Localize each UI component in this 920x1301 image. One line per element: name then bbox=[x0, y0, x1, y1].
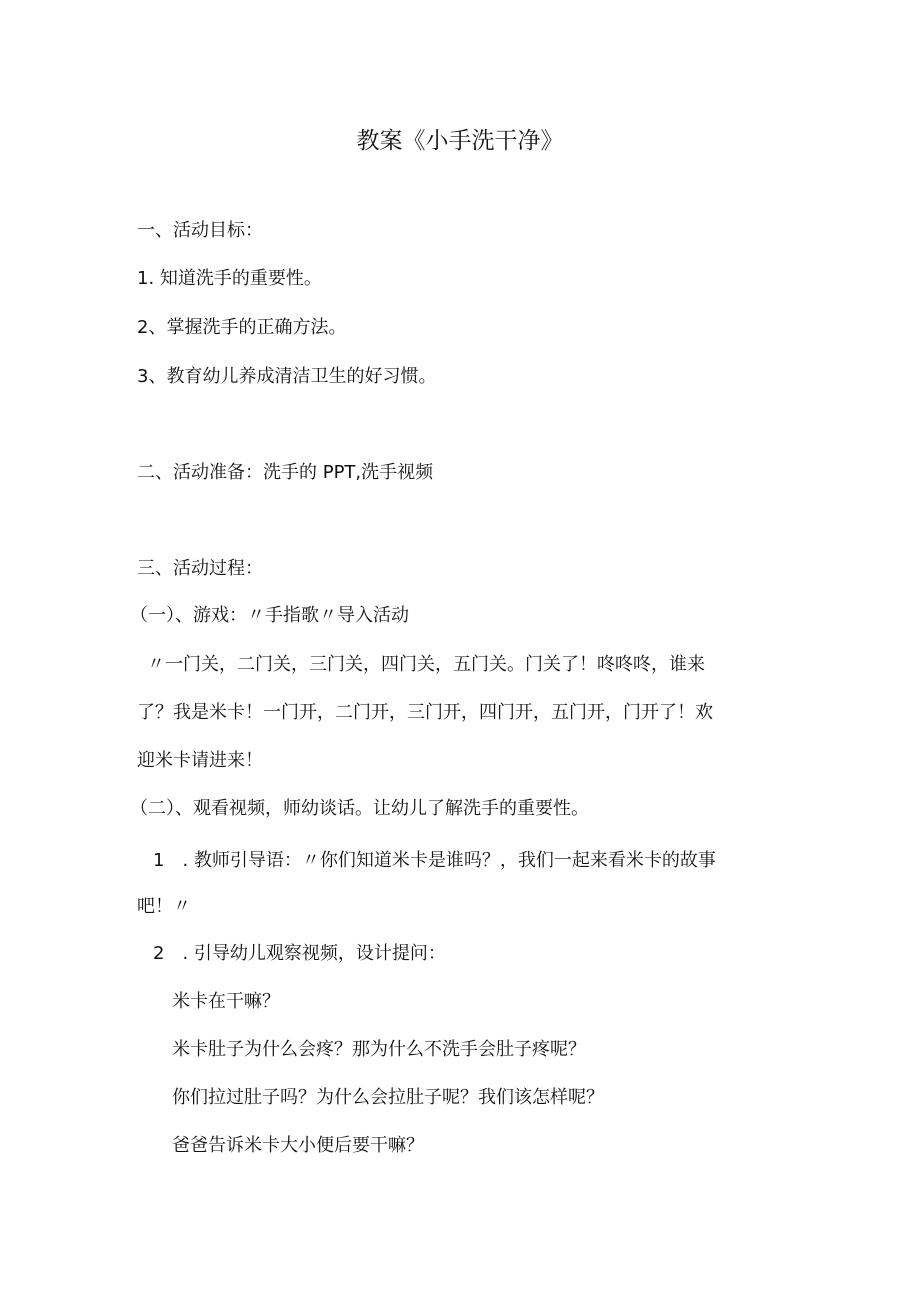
goal-item-3: 3、教育幼儿养成清洁卫生的好习惯。 bbox=[137, 366, 437, 387]
goal-item-2: 2、掌握洗手的正确方法。 bbox=[137, 317, 347, 338]
subsection-heading-video: （二）、观看视频，师幼谈话。让幼儿了解洗手的重要性。 bbox=[130, 798, 589, 819]
question-item-4: 爸爸告诉米卡大小便后要干嘛？ bbox=[172, 1135, 424, 1156]
section-heading-preparation: 二、活动准备：洗手的 PPT,洗手视频 bbox=[137, 462, 434, 483]
goal-item-1: 1. 知道洗手的重要性。 bbox=[137, 268, 322, 289]
question-item-2: 米卡肚子为什么会疼？那为什么不洗手会肚子疼呢？ bbox=[172, 1039, 586, 1060]
section-heading-process: 三、活动过程： bbox=[137, 558, 263, 579]
document-title: 教案《小手洗干净》 bbox=[356, 128, 564, 154]
step-2-line: 2 . 引导幼儿观察视频，设计提问： bbox=[153, 943, 446, 964]
step-1-line-2: 吧！〃 bbox=[137, 896, 191, 917]
section-heading-goals: 一、活动目标： bbox=[137, 220, 263, 241]
question-item-1: 米卡在干嘛？ bbox=[172, 991, 280, 1012]
subsection-heading-game: （一）、游戏：〃手指歌〃导入活动 bbox=[130, 605, 409, 626]
rhyme-line-2: 了？我是米卡！一门开，二门开，三门开，四门开，五门开，门开了！欢 bbox=[137, 702, 713, 723]
rhyme-line-1: 〃一门关，二门关，三门关，四门关，五门关。门关了！咚咚咚，谁来 bbox=[147, 654, 705, 675]
question-item-3: 你们拉过肚子吗？为什么会拉肚子呢？我们该怎样呢？ bbox=[172, 1087, 604, 1108]
rhyme-line-3: 迎米卡请进来！ bbox=[137, 750, 263, 771]
step-1-line-1: 1 . 教师引导语：〃你们知道米卡是谁吗？，我们一起来看米卡的故事 bbox=[153, 850, 716, 871]
